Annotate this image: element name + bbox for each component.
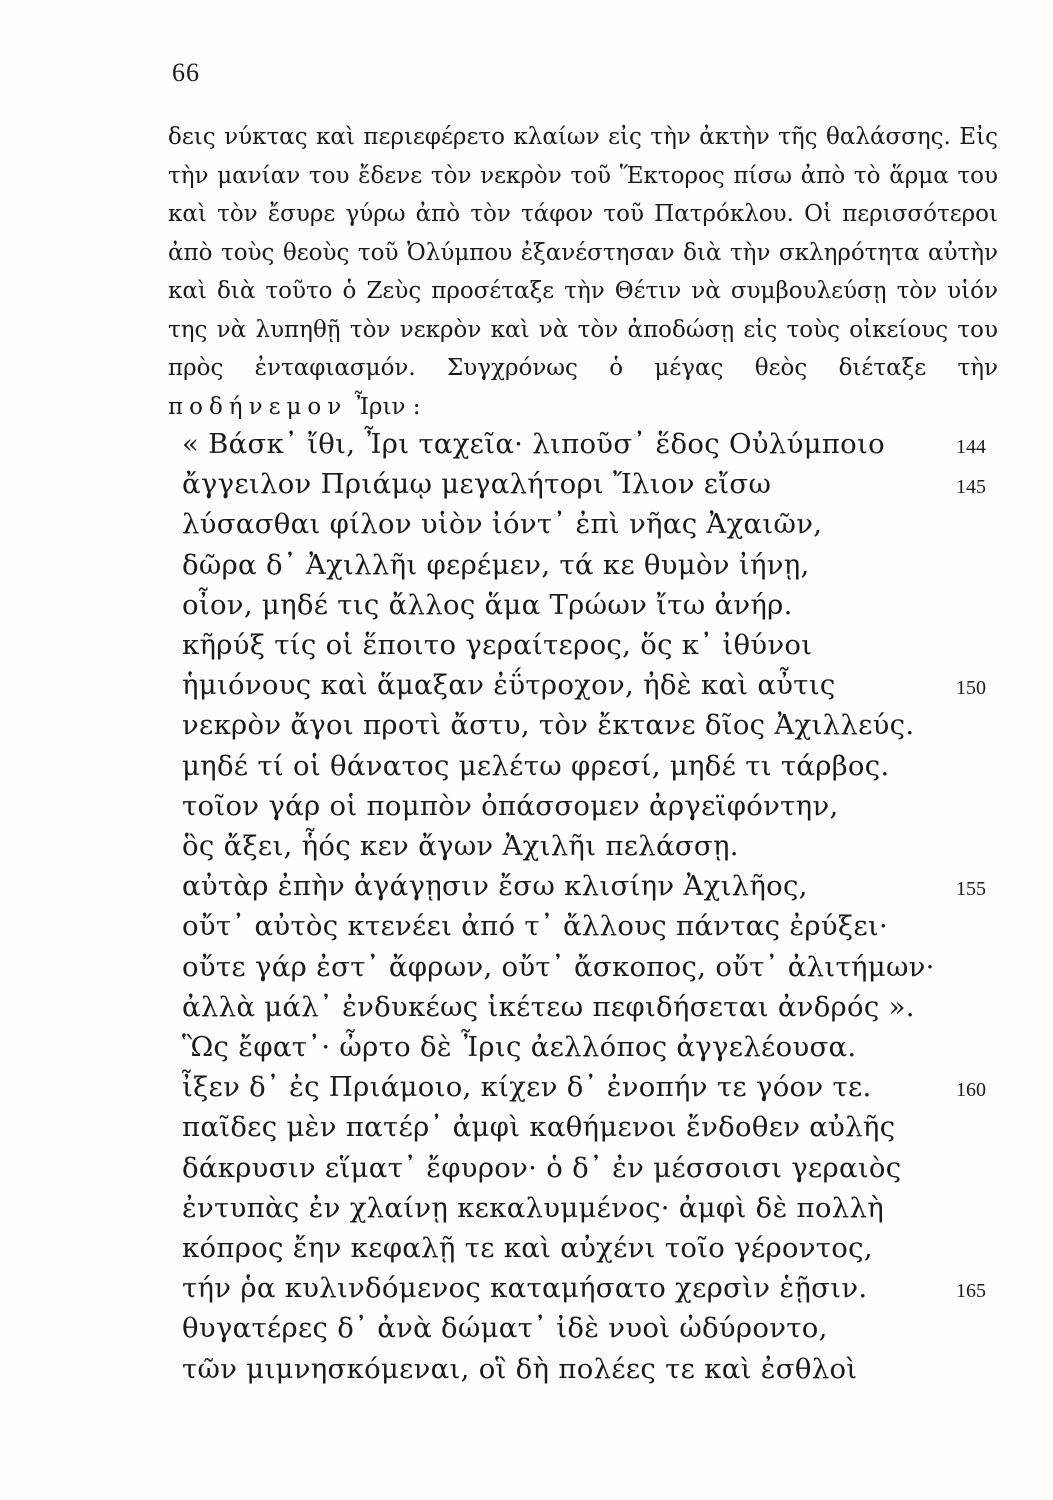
prose-text-after: Ἶριν : (354, 393, 421, 420)
verse-line: μηδέ τί οἱ θάνατος μελέτω φρεσί, μηδέ τι τάρβος. (182, 749, 890, 782)
verse-line: κόπρος ἔην κεφαλῇ τε καὶ αὐχένι τοῖο γέροντος, (182, 1232, 873, 1264)
verse-line-number: 144 (956, 436, 986, 458)
verse-line: θυγατέρες δ᾽ ἀνὰ δώματ᾽ ἰδὲ νυοὶ ὠδύροντο, (182, 1312, 828, 1345)
verse-line: ὃς ἄξει, ἧός κεν ἄγων Ἀχιλῆι πελάσσῃ. (182, 830, 739, 862)
verse-line: αὐτὰρ ἐπὴν ἀγάγῃσιν ἔσω κλισίην Ἀχιλῆος, (182, 870, 808, 903)
verse-line-number: 155 (956, 878, 986, 901)
verse-line: κῆρύξ τίς οἱ ἕποιτο γεραίτερος, ὅς κ᾽ ἰθύνοι (182, 629, 813, 661)
verse-line: οὔτε γάρ ἐστ᾽ ἄφρων, οὔτ᾽ ἄσκοπος, οὔτ᾽ ἀλιτήμων· (182, 950, 935, 983)
verse-line: Ὣς ἔφατ᾽· ὦρτο δὲ Ἶρις ἀελλόπος ἀγγελέουσα. (182, 1031, 857, 1063)
verse-line: ἄγγειλον Πριάμῳ μεγαλήτορι Ἴλιον εἴσω (182, 468, 772, 501)
verse-line: οὔτ᾽ αὐτὸς κτενέει ἀπό τ᾽ ἄλλους πάντας ἐρύξει· (182, 910, 889, 943)
page-number: 66 (172, 58, 200, 87)
verse-line: δάκρυσιν εἵματ᾽ ἔφυρον· ὁ δ᾽ ἐν μέσσοισι γεραιὸς (182, 1151, 902, 1184)
verse-line: τήν ῥα κυλινδόμενος καταμήσατο χερσὶν ἑῇσιν. (182, 1272, 868, 1305)
verse-line: ἐντυπὰς ἐν χλαίνῃ κεκαλυμμένος· ἀμφὶ δὲ πολλὴ (182, 1191, 885, 1224)
verse-line: παῖδες μὲν πατέρ᾽ ἀμφὶ καθήμενοι ἔνδοθεν αὐλῆς (182, 1111, 896, 1144)
verse-line-number: 145 (956, 476, 986, 499)
verse-line: νεκρὸν ἄγοι προτὶ ἄστυ, τὸν ἔκτανε δῖος Ἀχιλλεύς. (182, 709, 915, 742)
verse-line: ἀλλὰ μάλ᾽ ἐνδυκέως ἱκέτεω πεφιδήσεται ἀνδρός ». (182, 990, 915, 1023)
verse-line: λύσασθαι φίλον υἱὸν ἰόντ᾽ ἐπὶ νῆας Ἀχαιῶν, (182, 508, 823, 541)
verse-line: δῶρα δ᾽ Ἀχιλλῆι φερέμεν, τά κε θυμὸν ἰήνῃ, (182, 548, 810, 581)
verse-line: ἡμιόνους καὶ ἅμαξαν ἐΰτροχον, ἠδὲ καὶ αὖτις (182, 669, 836, 702)
prose-spaced-word: ποδήνεμον (168, 393, 348, 420)
verse-line-number: 160 (956, 1079, 986, 1102)
prose-text-before: δεις νύκτας καὶ περιεφέρετο κλαίων εἰς τὴν ἀκτὴν τῆς θαλάσσης. Εἰς τὴν μανίαν του ἔδενε τὸν νεκρὸν τοῦ Ἕκτορος πίσω ἀπὸ τὸ ἅρμα του καὶ τὸν ἔσυρε γύρω ἀπὸ τὸν τάφον τοῦ Πατρόκλου. Οἱ περισσότεροι ἀπὸ τοὺς θεοὺς τοῦ Ὀλύμπου ἐξανέστησαν διὰ τὴν σκληρότητα αὐτὴν καὶ διὰ τοῦτο ὁ Ζεὺς προσέταξε τὴν Θέτιν νὰ συμβουλεύσῃ τὸν υἱόν της νὰ λυπηθῇ τὸν νεκρὸν καὶ νὰ τὸν ἀποδώσῃ εἰς τοὺς οἰκείους του πρὸς ἐνταφιασμόν. Συγχρόνως ὁ μέγας θεὸς διέταξε τὴν (168, 124, 998, 381)
verse-line: τῶν μιμνησκόμεναι, οἳ δὴ πολέες τε καὶ ἐσθλοὶ (182, 1352, 858, 1385)
verse-line: ἶξεν δ᾽ ἐς Πριάμοιο, κίχεν δ᾽ ἐνοπήν τε γόον τε. (182, 1071, 872, 1104)
verse-line-number: 165 (956, 1280, 986, 1303)
verse-line: τοῖον γάρ οἱ πομπὸν ὀπάσσομεν ἀργεϊφόντην, (182, 789, 839, 822)
verse-line: οἶον, μηδέ τις ἄλλος ἅμα Τρώων ἴτω ἀνήρ. (182, 588, 793, 621)
verse-line-number: 150 (956, 677, 986, 700)
verse-line: « Βάσκ᾽ ἴθι, Ἶρι ταχεῖα· λιποῦσ᾽ ἕδος Οὐλύμποιο (182, 428, 885, 460)
